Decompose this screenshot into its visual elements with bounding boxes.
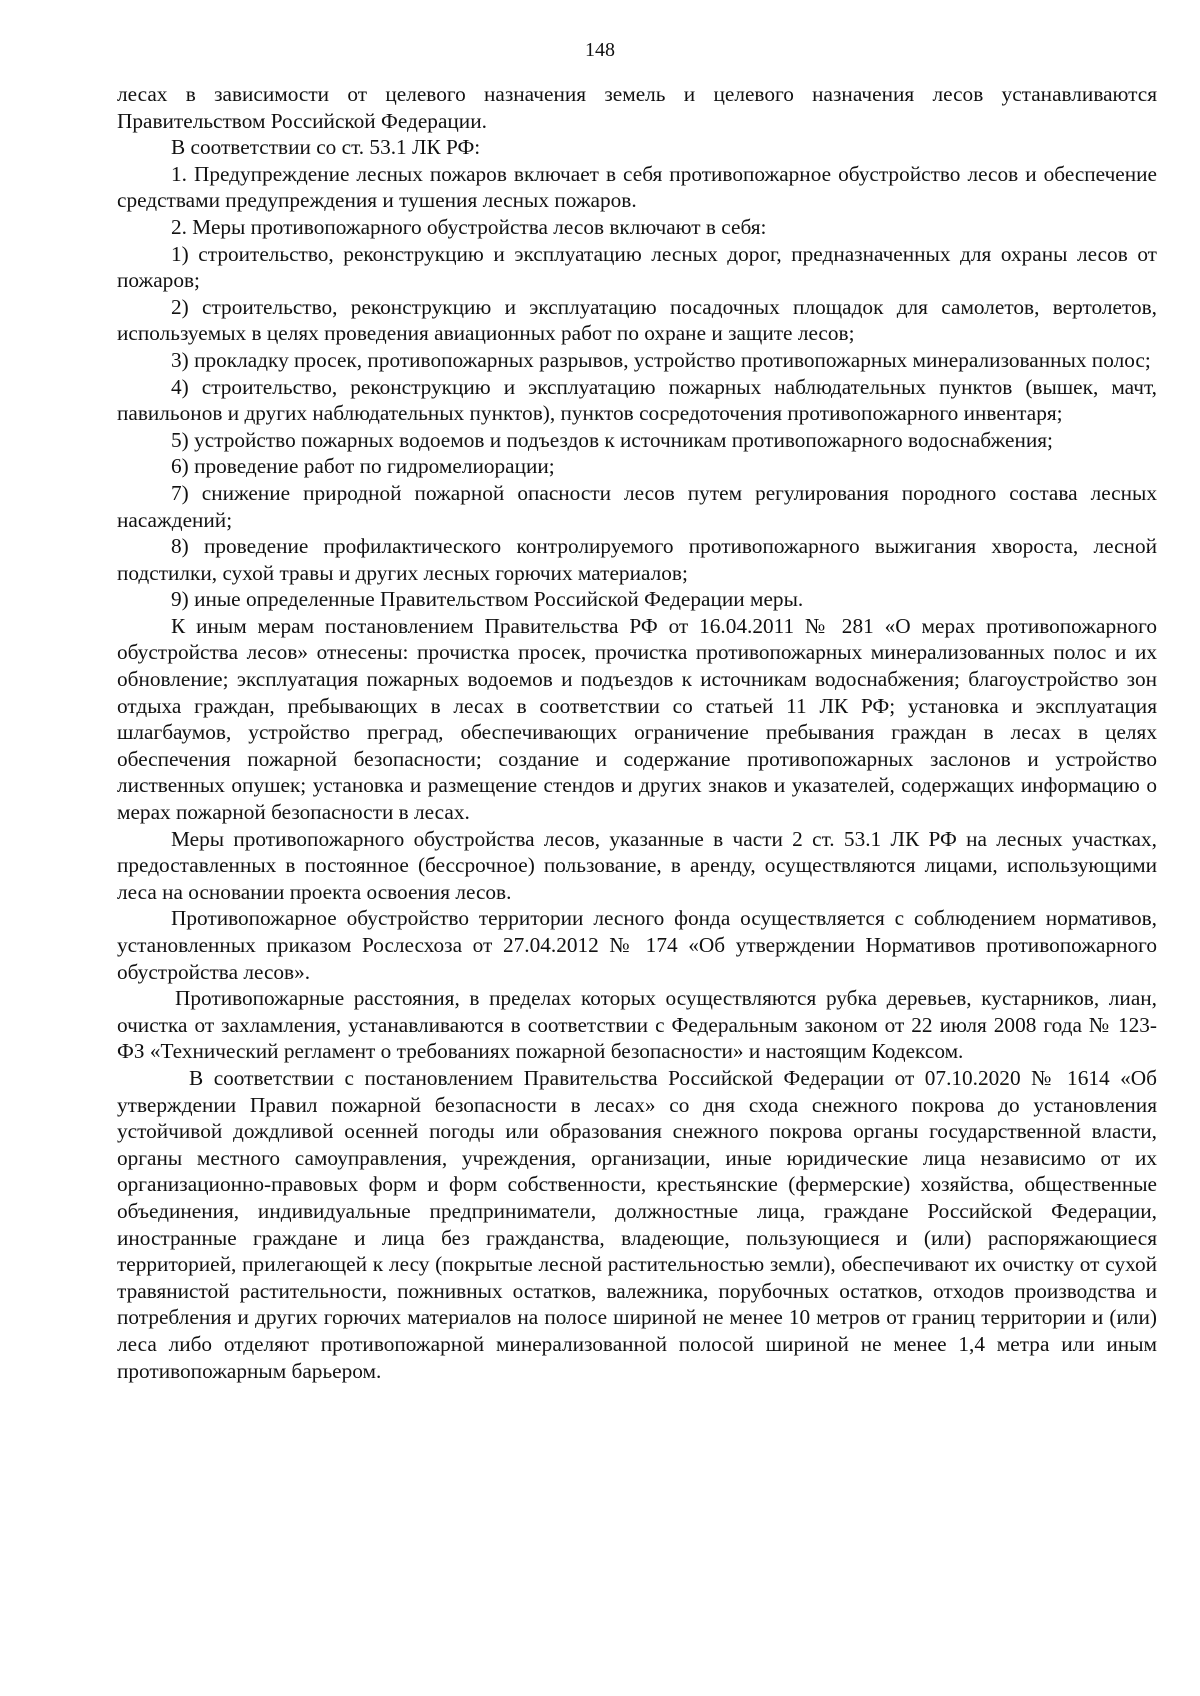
paragraph-item-2: 2. Меры противопожарного обустройства лесов включают в себя: bbox=[171, 214, 767, 239]
list-item-5: 5) устройство пожарных водоемов и подъездов к источникам противопожарного водоснабжения; bbox=[171, 427, 1053, 452]
paragraph-distances: Противопожарные расстояния, в пределах которых осуществляются рубка деревьев, кустарников, лиан, очистка от захламления, устанавливаются в соответствии с Федеральным законом от 22 июля 2008 года № 123-ФЗ «Технический регламент о требованиях пожарной безопасности» и настоящим Кодексом. bbox=[117, 986, 1157, 1064]
document-body bbox=[117, 81, 1157, 1384]
list-item-7: 7) снижение природной пожарной опасности лесов путем регулирования породного состава лесных насаждений; bbox=[117, 480, 1157, 532]
list-item-3: 3) прокладку просек, противопожарных разрывов, устройство противопожарных минерализованных полос; bbox=[171, 347, 1151, 372]
paragraph-continuation: лесах в зависимости от целевого назначения земель и целевого назначения лесов устанавливаются Правительством Российской Федерации. bbox=[117, 82, 1157, 133]
list-item-1: 1) строительство, реконструкцию и эксплуатацию лесных дорог, предназначенных для охраны лесов от пожаров; bbox=[117, 241, 1157, 293]
paragraph-norms: Противопожарное обустройство территории лесного фонда осуществляется с соблюдением нормативов, установленных приказом Рослесхоза от 27.04.2012 № 174 «Об утверждении Нормативов противопожарного обустройства лесов». bbox=[117, 906, 1157, 984]
paragraph-intro: В соответствии со ст. 53.1 ЛК РФ: bbox=[171, 135, 481, 160]
paragraph-measures-users: Меры противопожарного обустройства лесов, указанные в части 2 ст. 53.1 ЛК РФ на лесных участках, предоставленных в постоянное (бессрочное) пользование, в аренду, осуществляются лицами, использующими леса на основании проекта освоения лесов. bbox=[117, 826, 1157, 904]
list-item-8: 8) проведение профилактического контролируемого противопожарного выжигания хвороста, лесной подстилки, сухой травы и других лесных горючих материалов; bbox=[117, 534, 1157, 585]
paragraph-item-1: 1. Предупреждение лесных пожаров включает в себя противопожарное обустройство лесов и обеспечение средствами предупреждения и тушения лесных пожаров. bbox=[117, 161, 1157, 213]
page-number: 148 bbox=[585, 39, 615, 61]
paragraph-fire-rules: В соответствии с постановлением Правительства Российской Федерации от 07.10.2020 № 1614 «Об утверждении Правил пожарной безопасности в лесах» со дня схода снежного покрова до установления устойчивой дождливой осенней погоды или образования снежного покрова органы государственной власти, органы местного самоуправления, учреждения, организации, иные юридические лица независимо от их организационно-правовых форм и форм собственности, крестьянские (фермерские) хозяйства, общественные объединения, индивидуальные предприниматели, должностные лица, граждане Российской Федерации, иностранные граждане и лица без гражданства, владеющие, пользующиеся и (или) распоряжающиеся территорией, прилегающей к лесу (покрытые лесной растительностью земли), обеспечивают их очистку от сухой травянистой растительности, пожнивных остатков, валежника, порубочных остатков, отходов производства и потребления и других горючих материалов на полосе шириной не менее 10 метров от границ территории и (или) леса либо отделяют противопожарной минерализованной полосой шириной не менее 1,4 метра или иным противопожарным барьером. bbox=[117, 1065, 1157, 1383]
list-item-4: 4) строительство, реконструкцию и эксплуатацию пожарных наблюдательных пунктов (вышек, мачт, павильонов и других наблюдательных пунктов), пунктов сосредоточения противопожарного инвентаря; bbox=[117, 374, 1157, 426]
paragraph-other-measures: К иным мерам постановлением Правительства РФ от 16.04.2011 № 281 «О мерах противопожарного обустройства лесов» отнесены: прочистка просек, прочистка противопожарных минерализованных полос и их обновление; эксплуатация пожарных водоемов и подъездов к источникам водоснабжения; благоустройство зон отдыха граждан, пребывающих в лесах в соответствии со статьей 11 ЛК РФ; установка и эксплуатация шлагбаумов, устройство преград, обеспечивающих ограничение пребывания граждан в лесах в целях обеспечения пожарной безопасности; создание и содержание противопожарных заслонов и устройство лиственных опушек; установка и размещение стендов и других знаков и указателей, содержащих информацию о мерах пожарной безопасности в лесах. bbox=[117, 613, 1157, 825]
list-item-6: 6) проведение работ по гидромелиорации; bbox=[171, 454, 555, 479]
list-item-2: 2) строительство, реконструкцию и эксплуатацию посадочных площадок для самолетов, вертолетов, используемых в целях проведения авиационных работ по охране и защите лесов; bbox=[117, 294, 1157, 346]
list-item-9: 9) иные определенные Правительством Российской Федерации меры. bbox=[171, 587, 804, 612]
